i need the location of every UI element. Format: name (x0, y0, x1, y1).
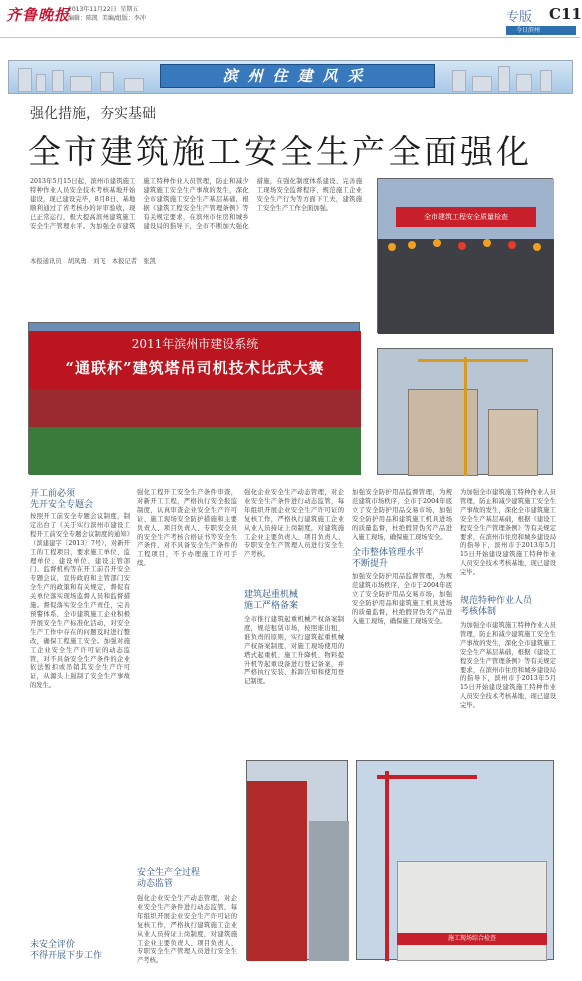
tower-crane (385, 771, 389, 961)
hard-hat-icon (433, 239, 441, 247)
section-text-5: 全市推行建筑起重机械产权备案制度，规范租赁市场，按照谁出租、谁负责的原则，实行建筑起重机械产权备案制度，对施工现场使用的塔式起重机、施工升降机、物料提升机等起重设备进行登记备案，并严格执行安装、拆卸告知和使用登记制度。 (244, 616, 344, 686)
section-head-4: 全市整体管理水平 不断提升 (352, 548, 425, 569)
crane-jib (377, 775, 477, 779)
section-text-1: 按照开工前安全专题会议制度，制定出台了《关于实行滨州市建设工程开工前安全专题会议制度的通知》（滨建建字〔2013〕7号），对新开工的工程项目，要求施工单位、监理单位、建设单位、建设主管部门、监督机构等在开工前召开安全专题会议，宣传政府和主管部门安全生产的政策和有关规定，督促有关单位落实现场监督人员和监督措施。督促落实安全生产责任，完善预警体系，全市建筑施工企业积极开展安全生产标准化活动，对安全生产工作中存在的问题及时进行整改，确保工程施工安全。加强对施工企业安全生产许可证的动态监管，对不具备安全生产条件的企业依法暂扣或吊销其安全生产许可证，从源头上遏制了安全生产事故的发生。 (30, 513, 130, 690)
section-text-2: 强化工程开工安全生产条件审查，对新开工工程，严格执行安全报监制度，认真审查企业安全生产许可证、施工现场安全防护措施和主要负责人、项目负责人、专职安全员的安全生产考核合格证书等安全生产条件，对不具备安全生产条件的工程项目，不予办理施工许可手续。 (137, 489, 237, 568)
building-graphic-left (124, 78, 144, 92)
building-graphic-right (516, 74, 532, 92)
section-strip: 今日滨州 (506, 26, 576, 35)
building-graphic-left (100, 72, 114, 92)
section-text-3b: 强化企业安全生产动态管理，对企业安全生产条件进行动态监管，每年组织开展企业安全生产许可证的复核工作，严格执行建筑施工企业从业人员持证上岗制度，对建筑施工企业主要负责人、项目负责人、专职安全生产管理人员进行安全生产考核。 (244, 489, 344, 559)
crowd (378, 239, 554, 334)
section-head-1: 开工前必须 先开安全专题会 (30, 489, 94, 510)
design-credit: 美编/组版：李冲 (101, 15, 146, 22)
section-head-5: 建筑起重机械 施工严格备案 (244, 590, 299, 611)
section-text-3: 强化企业安全生产动态管理，对企业安全生产条件进行动态监管，每年组织开展企业安全生产许可证的复核工作，严格执行建筑施工企业从业人员持证上岗制度，对建筑施工企业主要负责人、项目负责人、专职安全生产管理人员进行安全生产考核。 (137, 895, 237, 965)
building-with-sign (397, 861, 547, 961)
building-graphic-left (52, 70, 64, 92)
building-graphic-right (472, 76, 492, 92)
building-graphic-right (498, 66, 510, 92)
section-head-6: 规范特种作业人员 考核体制 (460, 596, 533, 617)
section-label: 专版 (506, 10, 533, 25)
event-sign: 全市建筑工程安全质量检查 (396, 207, 536, 227)
hard-hat-icon (388, 243, 396, 251)
section-text-4: 加强安全防护用品监督管理，为规范建筑市场秩序，全市于2004年底立了安全防护用品交易市场，加强安全防护用品和建筑施工机具进场的质量监督，杜绝假冒伪劣产品进入施工现场，确保施工现场安全。 (352, 573, 452, 625)
stage (29, 389, 361, 427)
tower-crane (464, 357, 467, 476)
hard-hat-icon (533, 243, 541, 251)
photo-construction-site (377, 348, 553, 475)
hard-hat-icon (408, 241, 416, 249)
photo-red-building (246, 760, 348, 960)
section-head-3: 安全生产全过程 动态监管 (137, 868, 201, 889)
section-text-4a: 加强安全防护用品监督管理，为规范建筑市场秩序，全市于2004年底立了安全防护用品交易市场，加强安全防护用品和建筑施工机具进场的质量监督，杜绝假冒伪劣产品进入施工现场，确保施工现场安全。 (352, 489, 452, 541)
building-graphic-right (452, 70, 466, 92)
building-sign: 施工现场综合检查 (397, 933, 547, 945)
section-text-6: 为加强全市建筑施工特种作业人员管理，防止和减少建筑施工安全生产事故的发生，深化全市建筑施工安全生产基层基础，根据《建设工程安全生产管理条例》等有关规定要求，在滨州市住房和城乡建设局的指导下，滨州市于2013年5月15日开始建设建筑施工特种作业人员安全技术考核基地，现已建设完毕。 (460, 622, 556, 710)
building-graphic-right (540, 70, 552, 92)
building-graphic-left (70, 76, 92, 92)
banner-title: 滨州住建风采 (222, 67, 373, 85)
hard-hat-icon (458, 242, 466, 250)
red-facade (247, 781, 307, 961)
issue-weekday: 星期五 (120, 6, 139, 13)
article-headline: 全市建筑施工安全生产全面强化 (28, 132, 532, 171)
article-subtitle: 强化措施，夯实基础 (30, 106, 156, 122)
backdrop-text-line1: 2011年滨州市建设系统 (131, 337, 259, 351)
section-head-2: 未安全评价 不得开展下步工作 (30, 940, 103, 961)
editor-credit: 编辑：陈凯 (68, 15, 99, 22)
photo-crane-competition (28, 322, 360, 474)
section-text-6a: 为加强全市建筑施工特种作业人员管理，防止和减少建筑施工安全生产事故的发生，深化全市建筑施工安全生产基层基础，根据《建设工程安全生产管理条例》等有关规定要求，在滨州市住房和城乡建设局的指导下，滨州市于2013年5月15日开始建设建筑施工特种作业人员安全技术考核基地，现已建设完毕。 (460, 489, 556, 577)
issue-date: 2013年11月22日 (68, 6, 117, 13)
building-graphic-left (36, 74, 46, 92)
byline: 本报通讯员 胡凤勇 刘飞 本报记者 张凯 (30, 258, 156, 265)
hard-hat-icon (508, 241, 516, 249)
crane-jib (418, 359, 528, 362)
newspaper-logo: 齐鲁晚报 (6, 6, 71, 24)
flower-arrangements (29, 427, 361, 475)
building-under-construction (408, 389, 478, 476)
building-under-construction (488, 409, 538, 476)
article-lead: 2013年5月15日起，滨州市建筑施工特种作业人员安全技术考核基地开始建设，现已建设完毕，8月8日，基地顺利通过了省考核办的评审验收，现已正常运行，极大提高滨州建筑施工安全生产管理水平。为加强全市建筑施工特种作业人员管理，防止和减少建筑施工安全生产事故的发生，深化全市建筑施工安全生产基层基础，根据《建筑工程安全生产管理条例》等有关规定要求，在滨州市住房和城乡建设局的指导下，全市不断加大强化措施，在强化制度体系建设、完善施工现场安全监督程序、规范施工企业安全生产行为等方面下工夫，建筑施工安全生产工作全面加强。 (30, 178, 362, 230)
backdrop-text-line2: “通联杯”建筑塔吊司机技术比武大赛 (65, 359, 325, 377)
building-graphic-left (18, 68, 32, 92)
page-number: C11 (549, 5, 582, 23)
photo-inspection-group (377, 178, 553, 333)
hard-hat-icon (483, 239, 491, 247)
issue-info (68, 5, 146, 23)
side-building (309, 821, 349, 961)
photo-tower-crane (356, 760, 554, 960)
